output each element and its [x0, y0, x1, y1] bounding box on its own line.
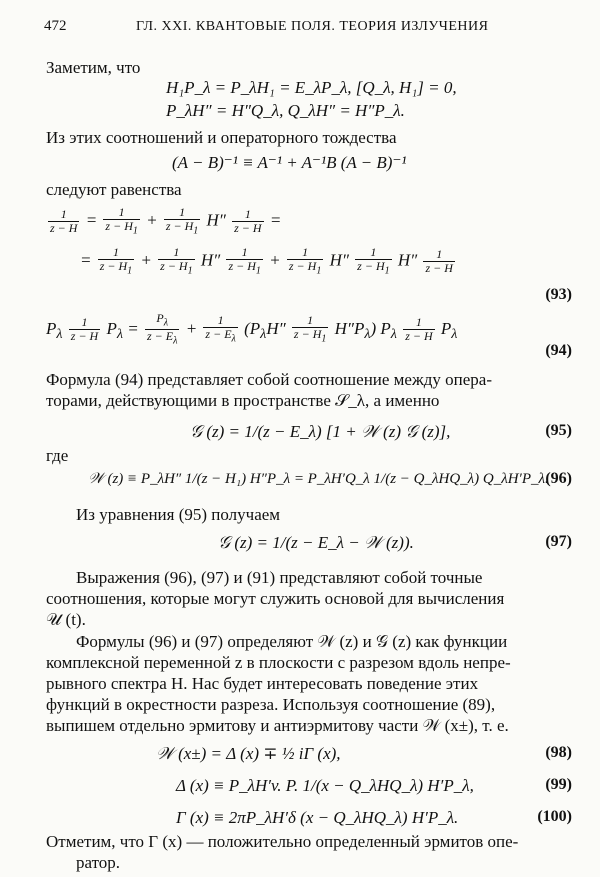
equation-99: Δ (x) ≡ P_λH′v. P. 1/(x − Q_λHQ_λ) H′P_λ,	[176, 776, 474, 795]
word-where: где	[46, 446, 69, 465]
equation-number-98: (98)	[545, 744, 572, 761]
paragraph-formulas-c: рывного спектра H. Нас будет интересовать поведение этих	[46, 674, 479, 693]
paragraph-formulas-b: комплексной переменной z в плоскости с разрезом вдоль непре-	[46, 653, 511, 672]
paragraph-formulas-a: Формулы (96) и (97) определяют 𝒲 (z) и 𝒢 (z) как функции	[76, 632, 508, 651]
paragraph-identity: Из этих соотношений и операторного тождества	[46, 128, 397, 147]
equation-97: 𝒢 (z) = 1/(z − E_λ − 𝒲 (z)).	[218, 533, 414, 552]
equation-96: 𝒲 (z) ≡ P_λH″ 1/(z − H₁) H″P_λ = P_λH′Q_λ 1/(z − Q_λHQ_λ) Q_λH′P_λ.	[88, 471, 549, 487]
equation-commutators-2: P_λH″ = H″Q_λ, Q_λH″ = H″P_λ.	[166, 101, 405, 120]
paragraph-formula-94-a: Формула (94) представляет собой соотношение между опера-	[46, 370, 492, 389]
paragraph-expressions-c: 𝒰 (t).	[46, 610, 86, 629]
paragraph-from-95: Из уравнения (95) получаем	[76, 505, 281, 524]
equation-100: Γ (x) ≡ 2πP_λH′δ (x − Q_λHQ_λ) H′P_λ.	[176, 808, 459, 827]
paragraph-formulas-d: функций в окрестности разреза. Используя соотношение (89),	[46, 695, 496, 714]
equation-number-95: (95)	[545, 422, 572, 439]
paragraph-formula-94-b: торами, действующими в пространстве 𝒮_λ, а именно	[46, 391, 440, 410]
paragraph-intro: Заметим, что	[46, 58, 141, 77]
paragraph-note-a: Отметим, что Γ (x) — положительно определенный эрмитов опе-	[46, 832, 519, 851]
running-title: ГЛ. XXI. КВАНТОВЫЕ ПОЛЯ. ТЕОРИЯ ИЗЛУЧЕНИЯ	[136, 19, 489, 34]
equation-operator-identity: (A − B)⁻¹ ≡ A⁻¹ + A⁻¹B (A − B)⁻¹	[172, 153, 407, 172]
equation-93-line1: $\frac{1}{z - H}$ = $\frac{1}{z - H_1}$ + $\frac{1}{z - H_1}$ H″ $\frac{1}{z - H}$ =	[50, 205, 282, 237]
equation-93-line2: = $\frac{1}{z - H_1}$ + $\frac{1}{z - H_1}$ H″ $\frac{1}{z - H_1}$ + $\frac{1}{z - H_1}$ H″ $\frac{1}{z - H_1}$ H″ $\frac{1}{z - H}$	[80, 245, 453, 277]
equation-94: $P_\lambda$ $\frac{1}{z - H}$ $P_\lambda$ = $\frac{P_\lambda}{z - E_\lambda}$ + $\frac{1}{z - E_\lambda}$ ($P_\lambda H''$ $\frac{1}{z - H_1}$ $H''P_\lambda$) $P_\lambda$ $\frac{1}{z - H}$ $P_\lambda$	[46, 311, 458, 347]
paragraph-equalities: следуют равенства	[46, 180, 182, 199]
equation-95: 𝒢 (z) = 1/(z − E_λ) [1 + 𝒲 (z) 𝒢 (z)],	[190, 422, 451, 441]
equation-number-100: (100)	[537, 808, 572, 825]
equation-number-97: (97)	[545, 533, 572, 550]
page-header	[44, 18, 564, 40]
equation-number-93: (93)	[545, 286, 572, 303]
paragraph-expressions-b: соотношения, которые могут служить основой для вычисления	[46, 589, 505, 608]
paragraph-note-b: ратор.	[76, 853, 121, 872]
equation-98: 𝒲 (x±) = Δ (x) ∓ ½ iΓ (x),	[156, 744, 341, 763]
equation-number-96: (96)	[545, 470, 572, 487]
paragraph-formulas-e: выпишем отдельно эрмитову и антиэрмитову части 𝒲 (x±), т. е.	[46, 716, 509, 735]
equation-number-99: (99)	[545, 776, 572, 793]
equation-number-94: (94)	[545, 342, 572, 359]
equation-commutators-1: H₁P_λ = P_λH₁ = E_λP_λ, [Q_λ, H₁] = 0,	[166, 78, 457, 97]
page-number: 472	[44, 18, 67, 34]
paragraph-expressions-a: Выражения (96), (97) и (91) представляют собой точные	[76, 568, 483, 587]
